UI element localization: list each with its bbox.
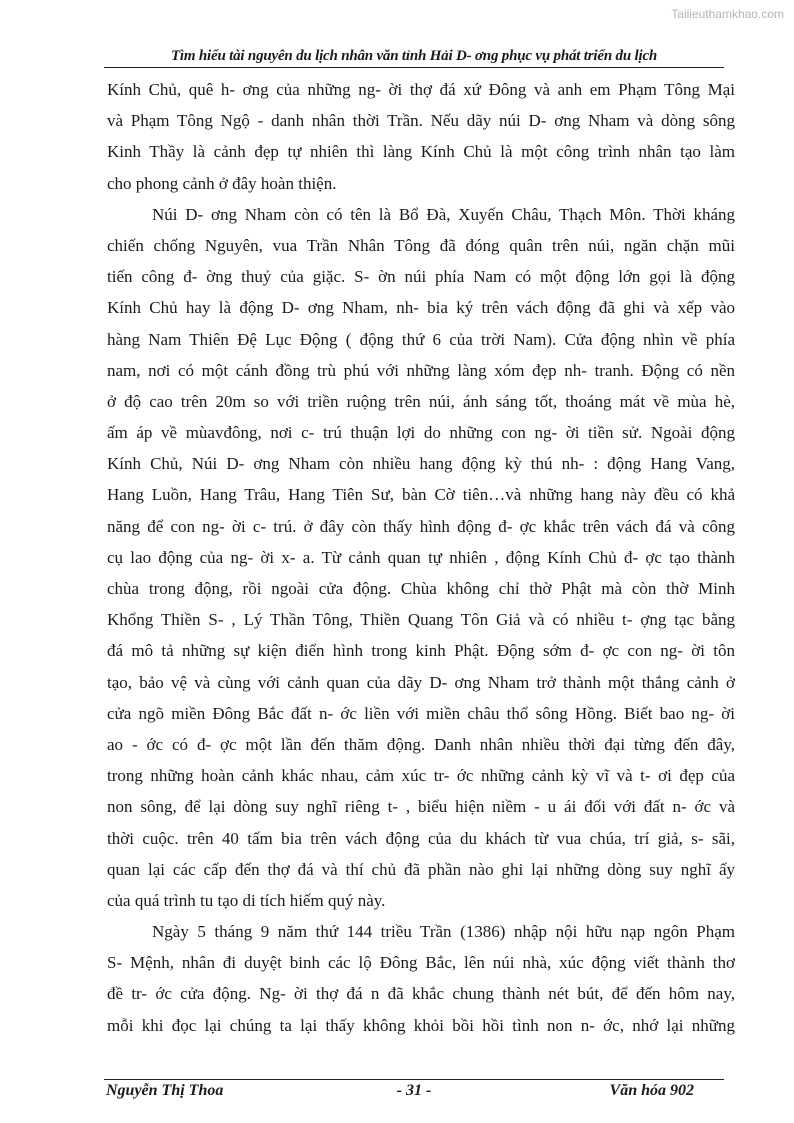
text-line: Kính Chủ, quê h- ơng của những ng- ời thợ đá xứ Đông và anh em Phạm Tông Mại [107,80,735,99]
text-line: đá mô tả những sự kiện điển hình trong kinh Phật. Động sớm đ- ợc con ng- ời tôn [107,641,735,661]
header-rule [104,67,724,68]
text-line: ở độ cao trên 20m so với triền ruộng trên núi, ánh sáng tốt, thoáng mát về mùa hè, [107,391,735,411]
text-line: Kinh Thầy là cảnh đẹp tự nhiên thì làng Kính Chủ là một công trình nhân tạo làm [107,142,735,162]
text-line: ao - ớc có đ- ợc một lần đến thăm động. Danh nhân nhiều thời đại từng đến đây, [107,734,735,754]
text-line: thời cuộc. trên 40 tấm bia trên vách động của du khách từ vua chúa, trí giả, s- sãi, [107,828,735,848]
text-line: Núi D- ơng Nham còn có tên là Bổ Đà, Xuyến Châu, Thạch Môn. Thời kháng [152,204,735,224]
text-line: Kính Chủ hay là động D- ơng Nham, nh- bia ký trên vách động đã ghi và xếp vào [107,298,735,318]
text-line: cụ lao động của ng- ời x- a. Từ cảnh quan tự nhiên , động Kính Chủ đ- ợc tạo thành [107,547,735,567]
text-line: nam, nơi có một cánh đồng trù phú với những làng xóm đẹp nh- tranh. Động có nền [107,360,735,380]
text-line: Hang Luồn, Hang Trâu, Hang Tiên Sư, bàn Cờ tiên…và những hang này đều có khả [107,485,735,505]
text-line: ấm áp về mùavđông, nơi c- trú thuận lợi do những con ng- ời tiền sử. Ngoài động [107,423,735,443]
running-header: Tìm hiểu tài nguyên du lịch nhân văn tỉnh Hải D- ơng phục vụ phát triển du lịch [170,48,658,64]
text-line: chùa trong động, rồi ngoài cửa động. Chùa không chỉ thờ Phật mà còn thờ Minh [107,579,735,598]
watermark: Tailieuthamkhao.com [671,7,784,21]
text-line: trong những hoàn cảnh khác nhau, cảm xúc tr- ớc những cảnh kỳ vĩ và t- ơi đẹp của [107,766,735,786]
text-line: tiến công đ- ờng thuỷ của giặc. S- ờn núi phía Nam có một động lớn gọi là động [107,267,735,287]
footer-department: Văn hóa 902 [609,1082,694,1099]
text-line: Kính Chủ, Núi D- ơng Nham còn nhiều hang động kỳ thú nh- : động Hang Vang, [107,454,735,474]
text-line: tạo, bảo vệ và cùng với cảnh quan của dãy D- ơng Nham trở thành một thắng cảnh ở [107,672,735,692]
footer-author: Nguyễn Thị Thoa [106,1082,224,1099]
page-number: - 31 - [396,1082,432,1099]
text-line: cho phong cảnh ở đây hoàn thiện. [107,173,337,193]
body-text [107,74,735,1041]
footer-rule [104,1079,724,1080]
text-line: Ngày 5 tháng 9 năm thứ 144 triều Trần (1386) nhập nội hữu nạp ngôn Phạm [152,922,735,942]
text-line: chiến chống Nguyên, vua Trần Nhân Tông đã đóng quân trên núi, ngăn chặn mũi [107,235,735,255]
text-line: quan lại các cấp đến thợ đá và thí chủ đã phần nào ghi lại những dòng suy nghĩ ấy [107,859,735,879]
text-line: Khổng Thiền S- , Lý Thần Tông, Thiền Quang Tôn Giả và có nhiều t- ợng tạc bằng [107,610,735,630]
text-line: non sông, để lại dòng suy nghĩ riêng t- , biểu hiện niềm - u ái đối với đất n- ớc và [107,797,735,817]
text-line: năng để con ng- ời c- trú. ở đây còn thấy hình động đ- ợc khắc trên vách đá và công [107,516,735,536]
text-line: đề tr- ớc cửa động. Ng- ời thợ đá n đã khắc chung thành nét bút, để đến hôm nay, [107,984,735,1004]
page-footer [104,1082,724,1106]
text-line: S- Mệnh, nhân đi duyệt binh các lộ Đông Bắc, lên núi nhà, xúc động viết thành thơ [107,953,735,973]
text-line: cửa ngõ miền Đông Bắc đất n- ớc liền với miền châu thổ sông Hồng. Biết bao ng- ời [107,703,735,723]
text-line: của quá trình tu tạo di tích hiếm quý này. [107,890,386,910]
text-line: và Phạm Tông Ngộ - danh nhân thời Trần. Nếu dãy núi D- ơng Nham và dòng sông [107,111,735,131]
text-line: mỗi khi đọc lại chúng ta lại thấy không khỏi bồi hồi tình non n- ớc, nhớ lại những [107,1015,735,1035]
text-line: hàng Nam Thiên Đệ Lục Động ( động thứ 6 của trời Nam). Cửa động nhìn về phía [107,329,735,349]
